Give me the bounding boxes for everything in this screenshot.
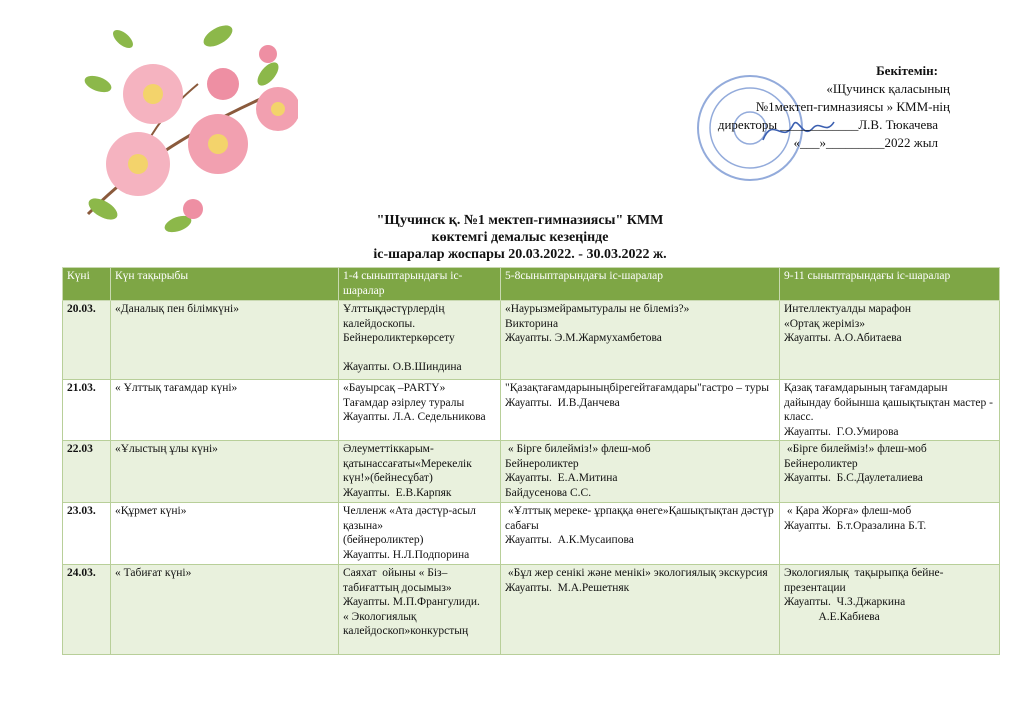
approval-line-1: «Щучинск қаласының bbox=[826, 81, 950, 96]
cell-line: « Бірге билейміз!» флеш-моб bbox=[505, 443, 651, 455]
cell-c14 bbox=[339, 503, 501, 565]
title-line-1: "Щучинск қ. №1 мектеп-гимназиясы" КММ bbox=[376, 213, 664, 228]
cell-line bbox=[343, 346, 496, 361]
cell-line: Челленж «Ата дәстүр-асыл қазына» bbox=[343, 505, 479, 532]
cell-c911 bbox=[780, 565, 1000, 655]
cell-topic: « Табиғат күні» bbox=[111, 565, 339, 655]
cell-line: Бейнероликтеркөрсету bbox=[343, 332, 455, 344]
cell-date: 22.03 bbox=[63, 441, 111, 503]
cell-line: Жауапты. Л.А. Седельникова bbox=[343, 411, 486, 423]
cell-line: Байдусенова С.С. bbox=[505, 486, 592, 499]
approval-line-2: №1мектеп-гимназиясы » КММ-нің bbox=[755, 99, 950, 114]
cell-c911 bbox=[780, 503, 1000, 565]
cell-topic: « Ұлттық тағамдар күні» bbox=[111, 380, 339, 441]
cell-line: «Бірге билейміз!» флеш-моб bbox=[784, 443, 927, 455]
cell-line: Жауапты. Э.М.Жармухамбетова bbox=[505, 332, 662, 344]
document-title bbox=[300, 212, 740, 263]
cell-line: Викторина bbox=[505, 317, 559, 330]
approval-title: Бекітемін: bbox=[876, 63, 938, 78]
cell-line: «Ұлттық мереке- ұрпаққа өнеге»Қашықтықтан дәстүр сабағы bbox=[505, 505, 777, 532]
cell-c58 bbox=[501, 301, 780, 380]
cell-c14 bbox=[339, 380, 501, 441]
cell-line: "Қазақтағамдарыныңбірегейтағамдары"гастро – туры bbox=[505, 382, 769, 394]
cell-line: Әлеуметтіккарым-қатынассағаты«Мерекелік күн!»(бейнесұбат) bbox=[343, 443, 475, 484]
cell-line: Жауапты. Б.т.Оразалина Б.Т. bbox=[784, 519, 927, 532]
cell-line: « Экологиялық калейдоскоп»конкурстың bbox=[343, 610, 469, 637]
cell-line: Жауапты. М.А.Решетняк bbox=[505, 581, 630, 594]
cell-c58 bbox=[501, 503, 780, 565]
cell-c14 bbox=[339, 565, 501, 655]
cell-c911 bbox=[780, 380, 1000, 441]
cell-line: « Қара Жорға» флеш-моб bbox=[784, 505, 912, 517]
cell-line: Саяхат ойыны « Біз– табиғаттың досымыз» bbox=[343, 567, 452, 594]
table-row bbox=[63, 565, 1000, 655]
cell-line: «Наурызмейрамытуралы не білеміз?» bbox=[505, 303, 690, 315]
cell-line: Жауапты. Б.С.Даулеталиева bbox=[784, 472, 923, 484]
cell-c911 bbox=[780, 441, 1000, 503]
cell-date: 21.03. bbox=[63, 380, 111, 441]
cell-line: Ұлттықдәстүрлердің калейдоскопы. bbox=[343, 303, 448, 330]
table-row bbox=[63, 380, 1000, 441]
cell-line: Бейнероликтер bbox=[505, 457, 579, 470]
cell-line: (бейнероликтер) bbox=[343, 534, 424, 546]
cell-line: Жауапты. И.В.Данчева bbox=[505, 396, 620, 409]
cell-c58 bbox=[501, 441, 780, 503]
cell-line: «Ортақ жеріміз» bbox=[784, 317, 865, 330]
cell-c58 bbox=[501, 565, 780, 655]
col-header-grades-9-11: 9-11 сыныптарындағы іс-шаралар bbox=[780, 268, 1000, 301]
cell-line: Интеллектуалды марафон bbox=[784, 303, 911, 315]
cell-c14 bbox=[339, 441, 501, 503]
cell-line: Жауапты. Е.В.Карпяк bbox=[343, 486, 452, 499]
flower-decoration bbox=[68, 14, 298, 236]
approval-block bbox=[650, 62, 950, 152]
table-header-row bbox=[63, 268, 1000, 301]
cell-date: 20.03. bbox=[63, 301, 111, 380]
cell-line: Жауапты. А.О.Абитаева bbox=[784, 332, 902, 344]
cell-line: Тағамдар әзірлеу туралы bbox=[343, 396, 465, 409]
cell-date: 24.03. bbox=[63, 565, 111, 655]
cell-line: Қазақ тағамдарының тағамдарын дайындау бойынша қашықтықтан мастер - класс. bbox=[784, 382, 996, 423]
cell-line: Бейнероликтер bbox=[784, 457, 858, 470]
cell-line: Экологиялық тақырыпқа бейне-презентации bbox=[784, 567, 944, 594]
cell-line: Жауапты. Е.А.Митина bbox=[505, 472, 618, 484]
table-row bbox=[63, 441, 1000, 503]
approval-date: «___»_________2022 жыл bbox=[793, 135, 938, 150]
cell-line: А.Е.Кабиева bbox=[784, 610, 880, 623]
title-line-3: іс-шаралар жоспары 20.03.2022. - 30.03.2022 ж. bbox=[373, 247, 667, 262]
cell-line: «Бұл жер сенікі және менікі» экологиялық экскурсия bbox=[505, 567, 768, 579]
cell-c58 bbox=[501, 380, 780, 441]
cell-line: Жауапты. О.В.Шиндина bbox=[343, 361, 462, 373]
cell-line: Жауапты. М.П.Франгулиди. bbox=[343, 596, 480, 608]
col-header-date: Күні bbox=[63, 268, 111, 301]
cell-line: Жауапты. А.К.Мусаипова bbox=[505, 534, 634, 546]
cell-topic: «Даналық пен білімкүні» bbox=[111, 301, 339, 380]
cell-c911 bbox=[780, 301, 1000, 380]
cell-line: Жауапты. Г.О.Умирова bbox=[784, 425, 899, 438]
approval-director: директоры ____________Л.В. Тюкачева bbox=[717, 117, 938, 132]
cell-c14 bbox=[339, 301, 501, 380]
plan-table bbox=[62, 267, 1000, 655]
col-header-grades-5-8: 5-8сыныптарындағы іс-шаралар bbox=[501, 268, 780, 301]
cell-line: Жауапты. Н.Л.Подпорина bbox=[343, 548, 470, 561]
col-header-topic: Күн тақырыбы bbox=[111, 268, 339, 301]
table-row bbox=[63, 301, 1000, 380]
cell-topic: «Құрмет күні» bbox=[111, 503, 339, 565]
cell-date: 23.03. bbox=[63, 503, 111, 565]
table-row bbox=[63, 503, 1000, 565]
cell-line: «Бауырсақ –PARTY» bbox=[343, 382, 446, 394]
cell-line: Жауапты. Ч.З.Джаркина bbox=[784, 596, 906, 608]
col-header-grades-1-4: 1-4 сыныптарындағы іс-шаралар bbox=[339, 268, 501, 301]
title-line-2: көктемгі демалыс кезеңінде bbox=[431, 230, 609, 245]
cell-topic: «Ұлыстың ұлы күні» bbox=[111, 441, 339, 503]
